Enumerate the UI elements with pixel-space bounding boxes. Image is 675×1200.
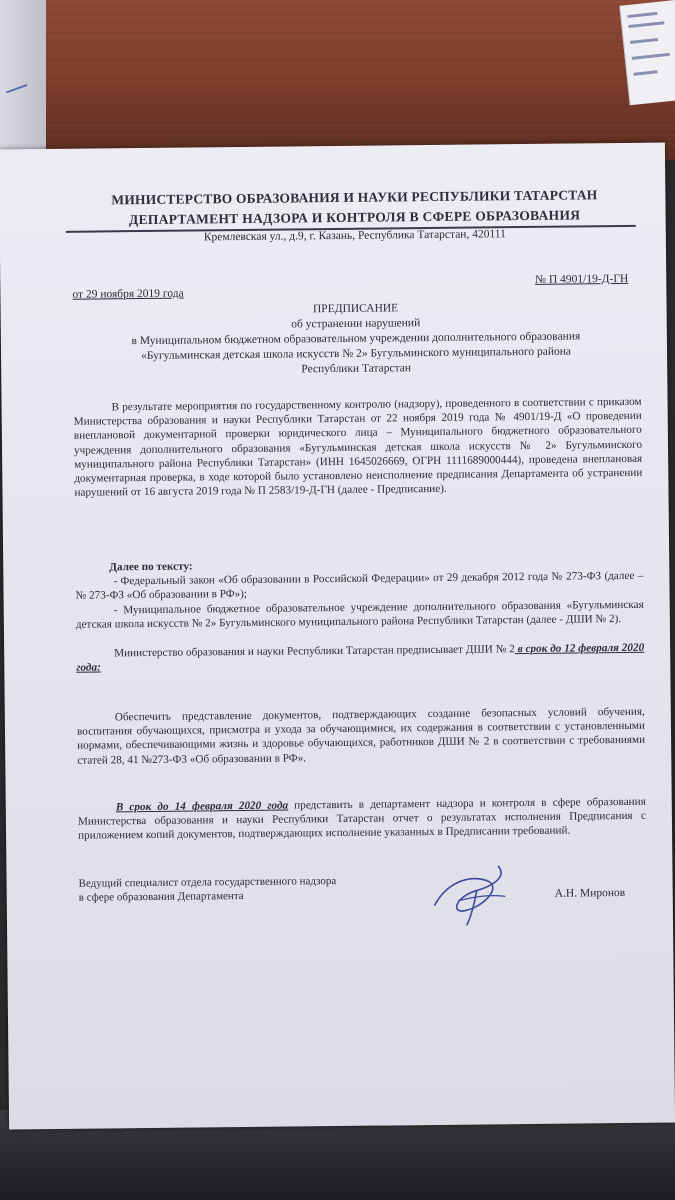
- address-line: Кремлевская ул., д.9, г. Казань, Республика Татарстан, 420111: [203, 228, 506, 244]
- deadline-text: в срок до 12 февраля 2020 года:: [76, 641, 645, 674]
- title-line: Республики Татарстан: [301, 362, 412, 376]
- title-line: «Бугульминская детская школа искусств № 2» Бугульминского муниципального района: [141, 345, 572, 363]
- paragraph-requirement: [77, 705, 646, 768]
- corner-paper-line: [627, 12, 657, 18]
- corner-paper: [619, 0, 675, 105]
- paragraph-text: представить в департамент надзора и контроля в сфере образования Министерства образования и науки Республики Татарстан отчет о результатах исполнения Предписания с приложением копий документов, подтверждающих исполнение указанных в Предписании требований.: [77, 795, 646, 843]
- pen-mark: [3, 75, 28, 94]
- corner-paper-line: [633, 70, 657, 75]
- desk-wood-grain: [0, 0, 675, 160]
- document-number: № П 4901/19-Д-ГН: [535, 272, 629, 286]
- paragraph-report: [78, 795, 646, 844]
- signer-position: [79, 873, 409, 904]
- document-date: от 29 ноября 2019 года: [72, 287, 184, 301]
- position-line: Ведущий специалист отдела государственного надзора: [78, 875, 337, 890]
- signer-name: А.Н. Миронов: [554, 886, 626, 900]
- corner-paper-line: [632, 53, 670, 60]
- definition-item: - Муниципальное бюджетное образовательное учреждение дополнительного образования «Бугульминская детская школа искусств № 2» Бугульминского муниципального района Республики Татарстан (далее - ДШИ № 2).: [75, 598, 644, 631]
- paragraph-text: В результате мероприятия по государственному контролю (надзору), проведенного в соответствии с приказом Министерства образования и науки Республики Татарстан от 22 ноября 2019 года № 4901/19-Д «О проведении внеплановой документарной проверки юридического лица – Муниципального бюджетного образовательного учреждения дополнительного образования «Бугульминская детская школа искусств № 2» Бугульминского муниципального района Республики Татарстан» (ИНН 1645026669, ОГРН 1111689000444), проведена внеплановая документарная проверка, в ходе которой было установлено неисполнение предписания Департамента об устранении нарушений от 16 августа 2019 года № П 2583/19-Д-ГН (далее - Предписание).: [73, 395, 643, 499]
- deadline-text: В срок до 14 февраля 2020 года: [115, 799, 289, 814]
- handwritten-signature: [424, 856, 525, 927]
- corner-paper-line: [628, 21, 664, 28]
- definitions-block: [75, 555, 644, 632]
- paragraph-inspection: [74, 395, 643, 500]
- department-heading: ДЕПАРТАМЕНТ НАДЗОРА И КОНТРОЛЯ В СФЕРЕ ОБРАЗОВАНИЯ: [128, 207, 581, 228]
- side-paper: [0, 0, 46, 170]
- title-line: об устранении нарушений: [291, 317, 421, 331]
- paragraph-text: Обеспечить представление документов, подтверждающих создание безопасных условий обучения, воспитания обучающихся, присмотра и ухода за обучающимися, их содержания в соответствии с установленными нормами, обеспечивающими жизнь и здоровье обучающихся, работников ДШИ № 2 в соответствии с требованиями статей 28, 41 №273-ФЗ «Об образовании в РФ».: [76, 705, 646, 767]
- position-line: в сфере образования Департамента: [78, 889, 244, 904]
- definitions-subhead: Далее по тексту:: [109, 560, 193, 574]
- document-sheet: [0, 143, 675, 1130]
- document-title: [71, 299, 642, 380]
- ministry-heading: МИНИСТЕРСТВО ОБРАЗОВАНИЯ И НАУКИ РЕСПУБЛИКИ ТАТАРСТАН: [111, 187, 598, 208]
- title-line: ПРЕДПИСАНИЕ: [312, 302, 399, 316]
- paragraph-prescription: [76, 641, 644, 675]
- paragraph-text: Министерство образования и науки Республики Татарстан предписывает ДШИ № 2: [114, 643, 515, 660]
- corner-paper-line: [630, 38, 658, 44]
- title-line: в Муниципальном бюджетном образовательном учреждении дополнительного образования: [131, 330, 581, 348]
- definition-item: - Федеральный закон «Об образовании в Российской Федерации» от 29 декабря 2012 года № 273-ФЗ (далее – № 273-ФЗ «Об образовании в РФ»);: [75, 569, 644, 603]
